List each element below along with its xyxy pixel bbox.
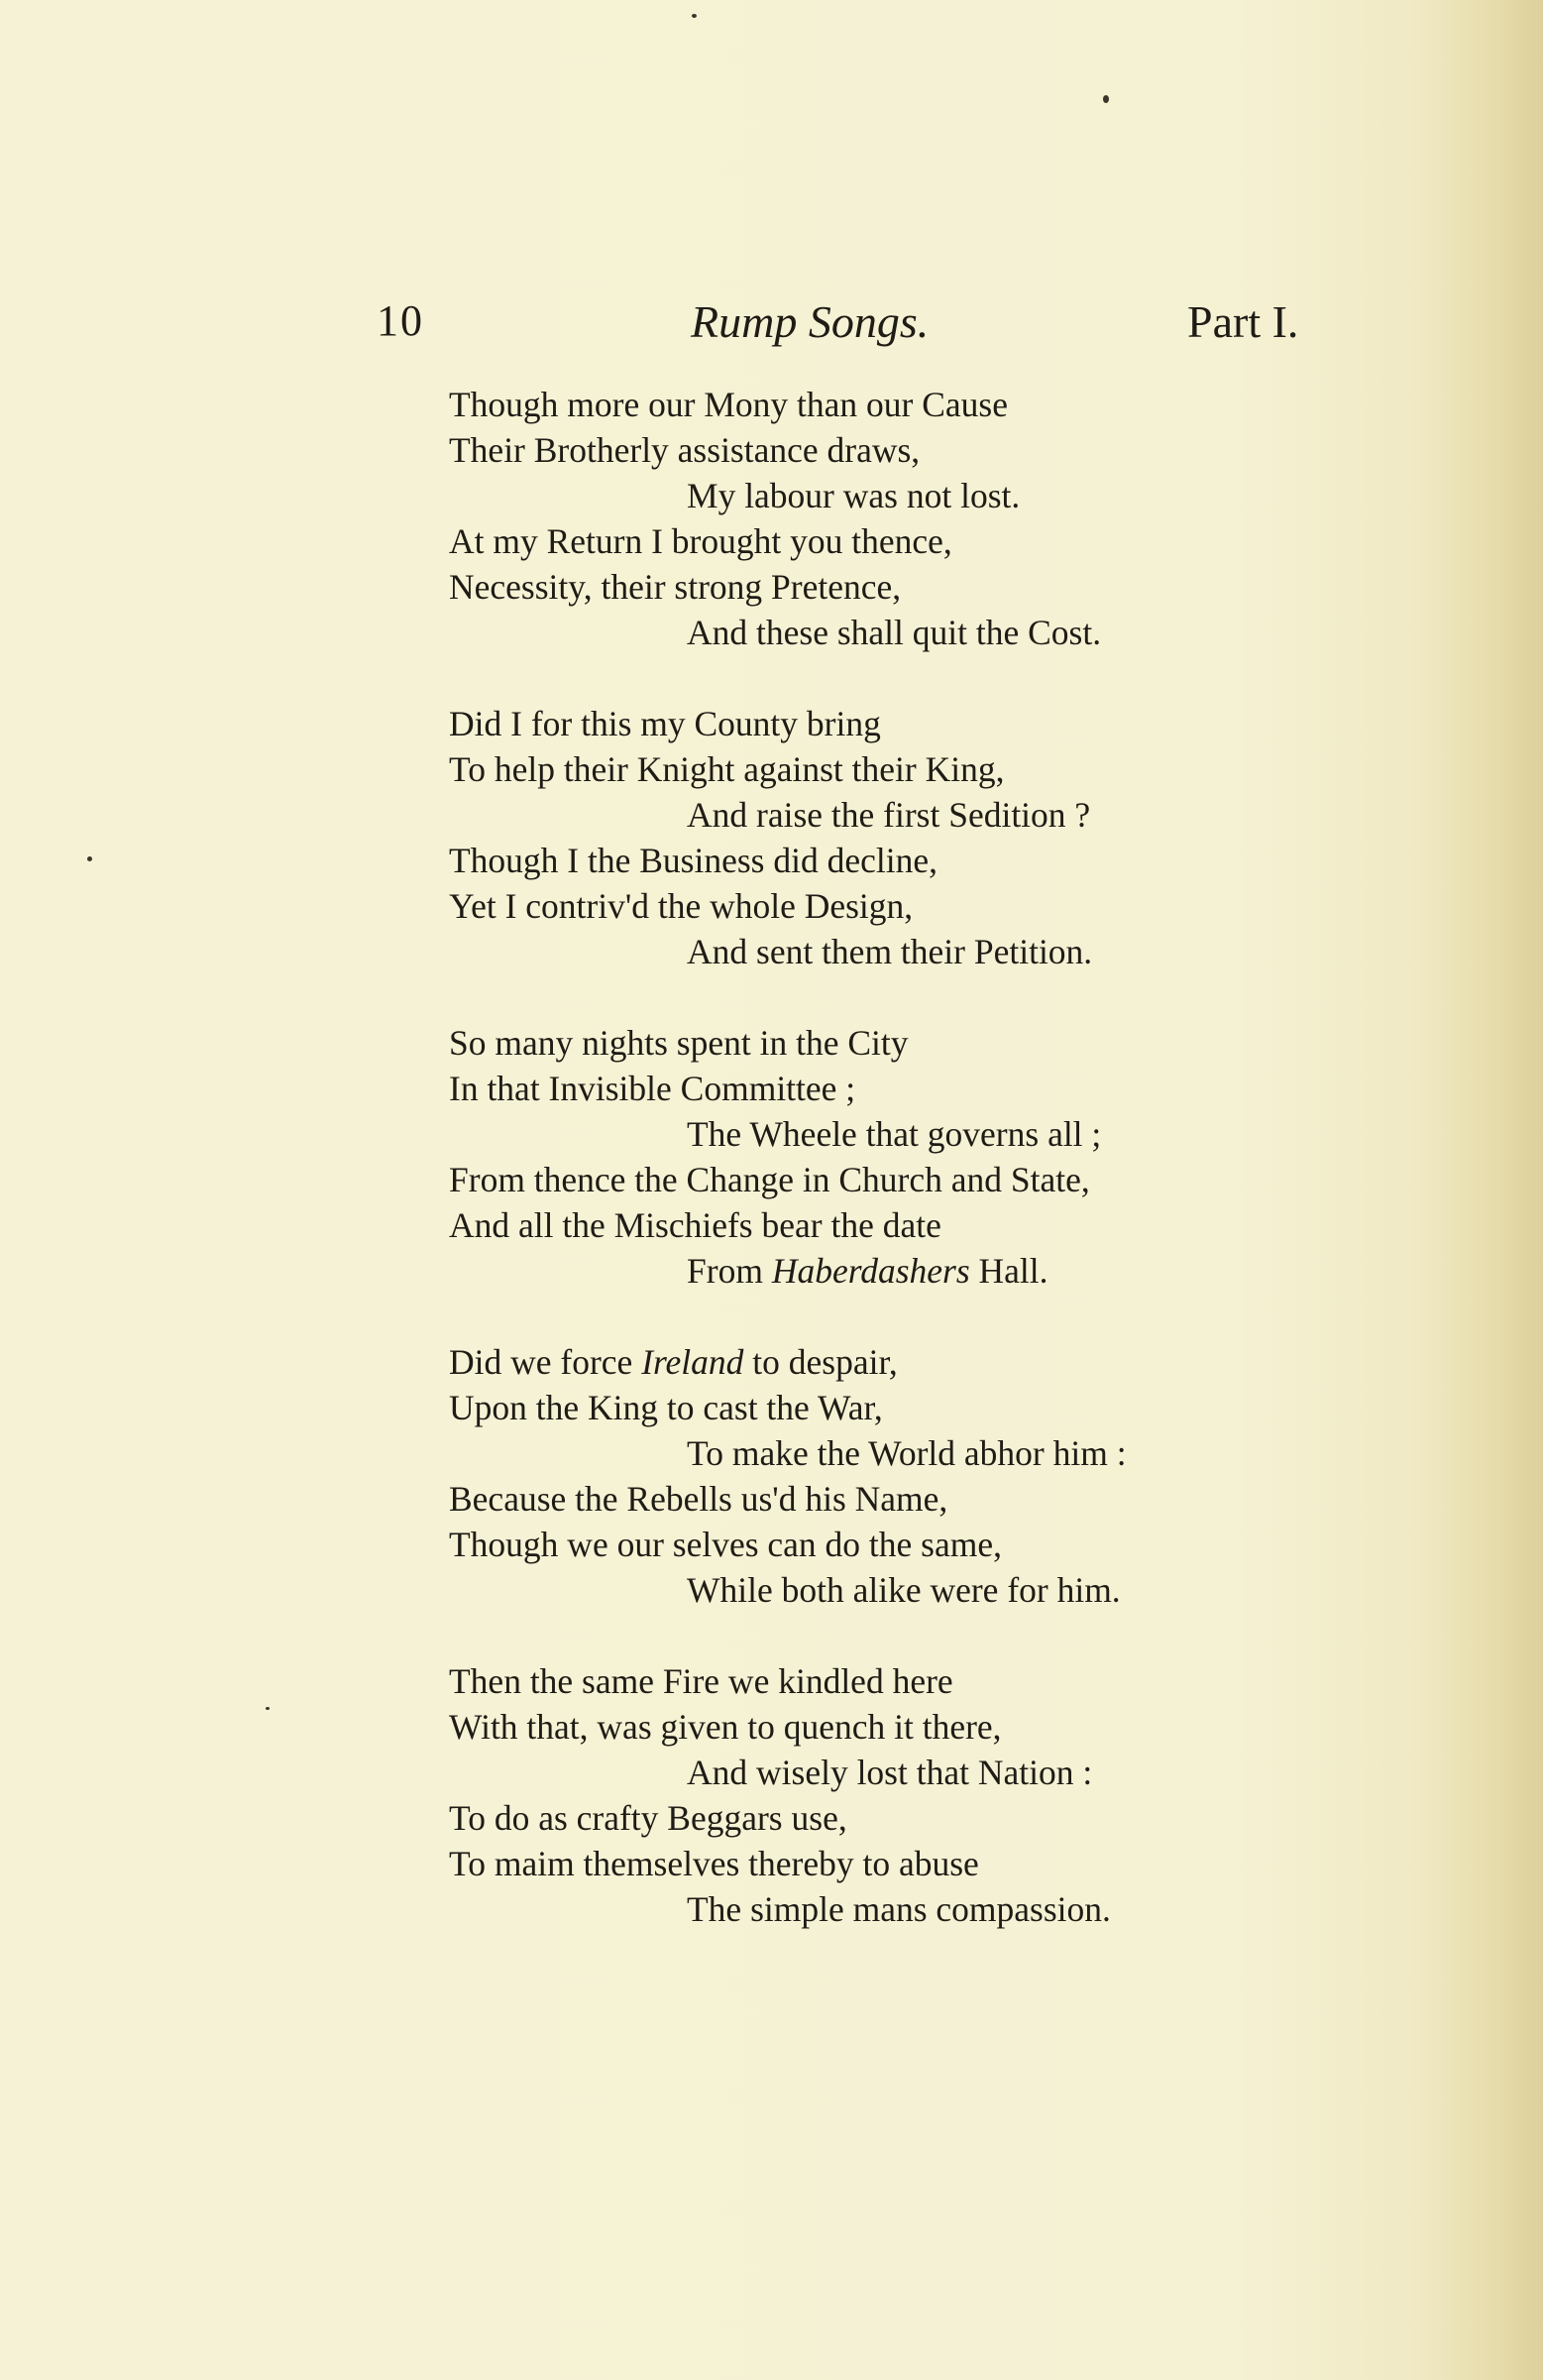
ink-speck (1103, 95, 1109, 103)
poem-line: Then the same Fire we kindled here (449, 1661, 953, 1701)
poem-line: The simple mans compassion. (687, 1889, 1111, 1929)
poem-line: Did I for this my County bring (449, 704, 881, 743)
stanza (449, 382, 1341, 655)
running-header (0, 295, 1543, 355)
poem-line: Though I the Business did decline, (449, 841, 937, 880)
poem-line: Did we force Ireland to despair, (449, 1342, 898, 1382)
poem-line: With that, was given to quench it there, (449, 1707, 1002, 1747)
poem-line: To make the World abhor him : (687, 1433, 1127, 1473)
poem-line: At my Return I brought you thence, (449, 521, 952, 561)
poem-line: And sent them their Petition. (687, 932, 1093, 971)
italic-name: Ireland (641, 1342, 744, 1382)
poem-line: Though we our selves can do the same, (449, 1525, 1002, 1564)
poem-line: And raise the first Sedition ? (687, 795, 1091, 835)
page-number: 10 (377, 296, 424, 345)
poem-line: From thence the Change in Church and State, (449, 1160, 1090, 1199)
poem-line: So many nights spent in the City (449, 1023, 909, 1063)
poem-line: And these shall quit the Cost. (687, 613, 1102, 652)
poem-line: From Haberdashers Hall. (687, 1251, 1048, 1291)
italic-name: Haberdashers (771, 1251, 970, 1291)
poem-line: Upon the King to cast the War, (449, 1388, 883, 1427)
poem-line: And wisely lost that Nation : (687, 1753, 1093, 1792)
part-label: Part I. (1187, 296, 1299, 347)
poem-line: Necessity, their strong Pretence, (449, 567, 902, 607)
poem-line: Their Brotherly assistance draws, (449, 430, 921, 470)
ink-speck (266, 1707, 270, 1710)
poem-line: My labour was not lost. (687, 476, 1021, 515)
running-title: Rump Songs. (691, 296, 930, 347)
poem-line: And all the Mischiefs bear the date (449, 1205, 941, 1245)
stanza (449, 1658, 1341, 1932)
stanza (449, 1020, 1341, 1294)
poem-line: To help their Knight against their King, (449, 749, 1005, 789)
poem-line: Though more our Mony than our Cause (449, 385, 1008, 424)
ink-speck (692, 14, 697, 18)
ink-speck (87, 856, 92, 861)
poem-line: Yet I contriv'd the whole Design, (449, 886, 914, 926)
poem-line: While both alike were for him. (687, 1570, 1121, 1610)
stanza (449, 1339, 1341, 1613)
poem-line: Because the Rebells us'd his Name, (449, 1479, 948, 1519)
poem-line: The Wheele that governs all ; (687, 1114, 1102, 1154)
stanza (449, 701, 1341, 974)
poem-text (449, 382, 1341, 1978)
poem-line: To maim themselves thereby to abuse (449, 1844, 979, 1883)
poem-line: In that Invisible Committee ; (449, 1069, 856, 1108)
poem-line: To do as crafty Beggars use, (449, 1798, 847, 1838)
